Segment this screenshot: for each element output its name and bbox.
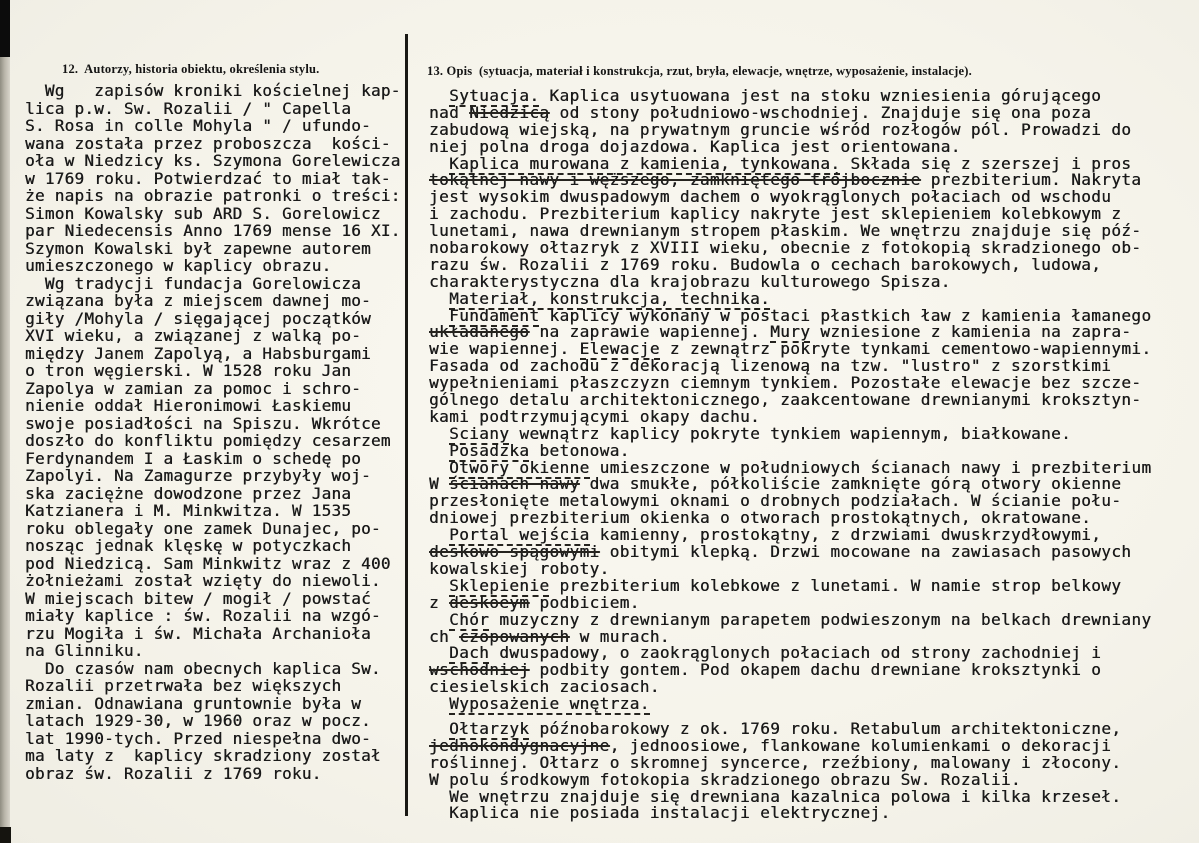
text-line: jednokondygnacyjne, jednoosiowe, flankowane kolumienkami o dekoracji — [429, 735, 1112, 755]
text-line: pod Niedzicą. Sam Minkwitz wraz z 400 — [25, 553, 391, 573]
text-line: wschodniej podbity gontem. Pod okapem dachu drewniane kroksztynki o — [429, 660, 1102, 680]
text-line: na Glinniku. — [25, 641, 144, 660]
text-line: o tron węgierski. W 1528 roku Jan — [25, 361, 352, 380]
text-line: W ścianach nawy dwa smukłe, półkoliście zamknięte górą otwory okienne — [429, 474, 1122, 494]
underlined-text: Kaplica murowana z kamienia, tynkowana. — [449, 153, 841, 173]
text-line: między Janem Zapolyą, a Habsburgami — [25, 343, 371, 363]
text-line: We wnętrzu znajduje się drewniana kazalnica polowa i kilka krzeseł. — [429, 786, 1122, 806]
text-line: roku oblegały one zamek Dunajec, po- — [25, 518, 381, 538]
text-line: gólnego detalu architektonicznego, zaakcentowane drewnianymi kroksztyn- — [429, 390, 1142, 410]
text-line: XVI wieku, a związanej z walką po- — [25, 326, 362, 345]
underlined-text: Elewacje — [579, 339, 660, 359]
overstruck-text: deskoeym — [449, 592, 530, 612]
column-divider-line — [405, 34, 408, 816]
text-line: Portal wejścia kamienny, prostokątny, z drzwiami dwuskrzydłowymi, — [449, 525, 1102, 545]
text-line: roślinnej. Ołtarz o skromnej syncerce, rzeźbiony, malowany i złocony. — [429, 752, 1122, 772]
underlined-text: Mury — [770, 322, 811, 342]
text-line: Dach dwuspadowy, o zaokrąglonych połaciach od strony zachodniej i — [449, 643, 1102, 663]
text-line: Simon Kowalsky sub ARD S. Gorelowicz — [25, 203, 381, 223]
text-line: charakterystyczna dla krajobrazu kulturowego Spisza. — [429, 271, 951, 291]
text-line: wie wapiennej. Elewacje z zewnątrz pokryte tynkami cementowo-wapiennymi. — [429, 339, 1152, 359]
underlined-text: Ołtarzyk — [449, 718, 530, 738]
text-line: Posadzka betonowa. — [449, 440, 630, 460]
text-line: dniowej prezbiterium okienka o otworach prostokątnych, okratowane. — [429, 508, 1092, 528]
text-line: Kaplica murowana z kamienia, tynkowana. Składa się z szerszej i pros — [449, 153, 1132, 173]
text-line: kowalskiej roboty. — [429, 558, 610, 578]
text-line: jest wysokim dwuspadowym dachem o wyokrąglonych połaciach od wschodu — [429, 187, 1112, 207]
text-line: Ołtarzyk późnobarokowy z ok. 1769 roku. Retabulum architektoniczne, — [449, 718, 1122, 738]
section-13-body — [425, 88, 1185, 822]
text-line: przesłonięte metalowymi oknami o drobnych podziałach. W ścianie połu- — [429, 491, 1122, 511]
text-line: zmian. Odnawiana gruntownie była w — [25, 693, 362, 713]
text-line: Szymon Kowalski był zapewne autorem — [25, 238, 371, 258]
text-line: Zapolyi. Na Zamagurze przybyły woj- — [25, 466, 371, 485]
text-line: oła w Niedzicy ks. Szymona Gorelewicza — [25, 151, 401, 170]
text-line: że napis na obrazie patronki o treści: — [25, 186, 401, 205]
text-line: Otwory okienne umieszczone w południowych ścianach nawy i prezbiterium — [449, 457, 1152, 477]
underlined-text: Dach — [449, 643, 490, 663]
section-12-body — [25, 82, 405, 782]
overstruck-text: ścianach nawy — [449, 474, 580, 494]
text-line: miały kaplice : św. Rozalii na wzgó- — [25, 606, 381, 625]
text-line: lat 1990-tych. Przed niespełna dwo- — [25, 728, 371, 748]
text-line: nosząc jednak klęskę w potyczkach — [25, 536, 352, 555]
text-line: W polu środkowym fotokopia skradzionego obrazu Sw. Rozalii. — [429, 769, 1021, 789]
underlined-text: Portal wejścia — [449, 525, 590, 545]
text-line: doszło do konfliktu pomiędzy cesarzem — [25, 431, 391, 450]
scan-black-mark-top — [0, 0, 10, 57]
section-13-heading: 13. Opis (sytuacja, materiał i konstrukcja, rzut, bryła, elewacje, wnętrze, wyposażenie, instalacje). — [427, 64, 972, 78]
text-line: w 1769 roku. Potwierdzać to miał tak- — [25, 168, 391, 188]
overstruck-text: Niedzicą — [469, 102, 550, 122]
text-line: lica p.w. Sw. Rozalii / " Capella — [25, 98, 352, 118]
text-line: kami podtrzymującymi okapy dachu. — [429, 406, 761, 426]
text-line: Sciany wewnątrz kaplicy pokryte tynkiem wapiennym, białkowane. — [449, 423, 1072, 443]
text-line: ska zaciężne dowodzone przez Jana — [25, 483, 352, 503]
text-line: niej polna droga dojazdowa. Kaplica jest orientowana. — [429, 136, 961, 156]
text-line: Fasada od zachodu z dekoracją lizenową na tzw. "lustro" z szorstkimi — [429, 356, 1112, 376]
text-line: umieszczonego w kaplicy obrazu. — [25, 256, 332, 275]
text-line: żołnieżami został wzięty do niewoli. — [25, 571, 381, 590]
text-line: Katzianera i M. Minkwitza. W 1535 — [25, 501, 352, 520]
text-line: par Niedecensis Anno 1769 mense 16 XI. — [25, 221, 401, 240]
text-line: i zachodu. Prezbiterium kaplicy nakryte jest sklepieniem kolebkowym z — [429, 204, 1122, 224]
text-line: z deskoeym podbiciem. — [429, 592, 640, 612]
text-line: związana była z miejscem dawnej mo- — [25, 291, 371, 310]
text-line: wana została przez proboszcza kości- — [25, 133, 391, 153]
scan-edge-shadow — [0, 0, 10, 843]
section-12-column — [25, 62, 405, 782]
text-line: W miejscach bitew / mogił / powstać — [25, 588, 371, 608]
text-line: Kaplica nie posiada instalacji elektrycznej. — [429, 803, 891, 823]
text-line: nobarokowy ołtazryk z XVIII wieku, obecnie z fotokopią skradzionego ob- — [429, 238, 1142, 258]
underlined-text: Sciany — [449, 423, 510, 443]
text-line: lunetami, nawa drewnianym stropem płaskim. We wnętrzu znajduje się póź- — [429, 221, 1142, 241]
underlined-text: Otwory okienne — [449, 457, 590, 477]
text-line: Wg tradycji fundacja Gorelowicza — [25, 273, 362, 293]
scan-black-mark-bottom — [0, 827, 11, 843]
text-line: nad Niedzicą od stony południowo-wschodniej. Znajduje się ona poza — [429, 102, 1092, 122]
text-line: razu św. Rozalii z 1769 roku. Budowla o cechach barokowych, ludowa, — [429, 254, 1102, 274]
text-line: deskowo-spągowymi obitymi klepką. Drzwi mocowane na zawiasach pasowych — [429, 542, 1132, 562]
underlined-text: Sytuacja. — [449, 86, 540, 105]
text-line: Ferdynandem I a Łaskim o schedę po — [25, 448, 362, 468]
text-line: tokątnej nawy i węższego, zamkniętego trójbocznie prezbiterium. Nakryta — [429, 170, 1142, 190]
underlined-text: Chór — [449, 609, 490, 629]
text-line — [429, 696, 1185, 713]
text-line: Chór muzyczny z drewnianym parapetem podwieszonym na belkach drewniany — [449, 609, 1152, 629]
overstruck-text: układanego — [429, 322, 530, 342]
section-13-column — [425, 64, 1185, 822]
text-line: Wg zapisów kroniki kościelnej kap- — [25, 81, 401, 100]
text-line: Sklepienie prezbiterium kolebkowe z lunetami. W namie strop belkowy — [449, 575, 1122, 595]
overstruck-text: jednokondygnacyjne — [429, 735, 610, 755]
overstruck-text: wschodniej — [429, 660, 530, 680]
overstruck-text: tokątnej nawy i węższego, zamkniętego trójbocznie — [429, 170, 921, 190]
text-line: rzu Mogiła i św. Michała Archanioła — [25, 623, 371, 643]
text-line: obraz św. Rozalii z 1769 roku. — [25, 763, 322, 783]
underlined-text: Materiał, konstrukcja, technika. — [449, 288, 771, 308]
text-line: Fundament kaplicy wykonany w postaci płastkich ław z kamienia łamanego — [449, 305, 1152, 325]
text-line: ciesielskich zaciosach. — [429, 677, 660, 697]
text-line: Do czasów nam obecnych kaplica Sw. — [25, 658, 381, 678]
underlined-text: Wyposażenie wnętrza. — [449, 694, 650, 714]
text-line: wypełnieniami płaszczyzn ciemnym tynkiem. Pozostałe elewacje bez szcze- — [429, 373, 1142, 393]
underlined-text: Sklepienie — [449, 575, 550, 595]
text-line: ch czopowanych w murach. — [429, 626, 670, 646]
overstruck-text: deskowo-spągowymi — [429, 542, 600, 562]
underlined-text: Fundament — [449, 305, 540, 325]
text-line: zabudową wiejską, na prywatnym gruncie wśród rozłogów pól. Prowadzi do — [429, 119, 1132, 139]
text-line: nienie oddał Hieronimowi Łaskiemu — [25, 396, 352, 415]
text-line: giły /Mohyla / sięgającej początków — [25, 308, 371, 328]
text-line: Sytuacja. Kaplica usytuowana jest na stoku wzniesienia górującego — [449, 86, 1102, 105]
text-line: S. Rosa in colle Mohyla " / ufundo- — [25, 116, 371, 135]
text-line: Rozalii przetrwała bez większych — [25, 676, 342, 695]
text-line: układanego na zaprawie wapiennej. Mury wzniesione z kamienia na zapra- — [429, 322, 1132, 342]
text-line: swoje posiadłości na Spiszu. Wkrótce — [25, 413, 381, 433]
section-12-heading: 12. Autorzy, historia obiektu, określenia stylu. — [62, 62, 320, 76]
text-line: ma laty z kaplicy skradziony został — [25, 746, 381, 765]
text-line: latach 1929-30, w 1960 oraz w pocz. — [25, 711, 371, 730]
overstruck-text: czopowanych — [459, 626, 570, 646]
underlined-text: Posadzka — [449, 440, 530, 460]
text-line: Zapolya w zamian za pomoc i schro- — [25, 378, 362, 398]
